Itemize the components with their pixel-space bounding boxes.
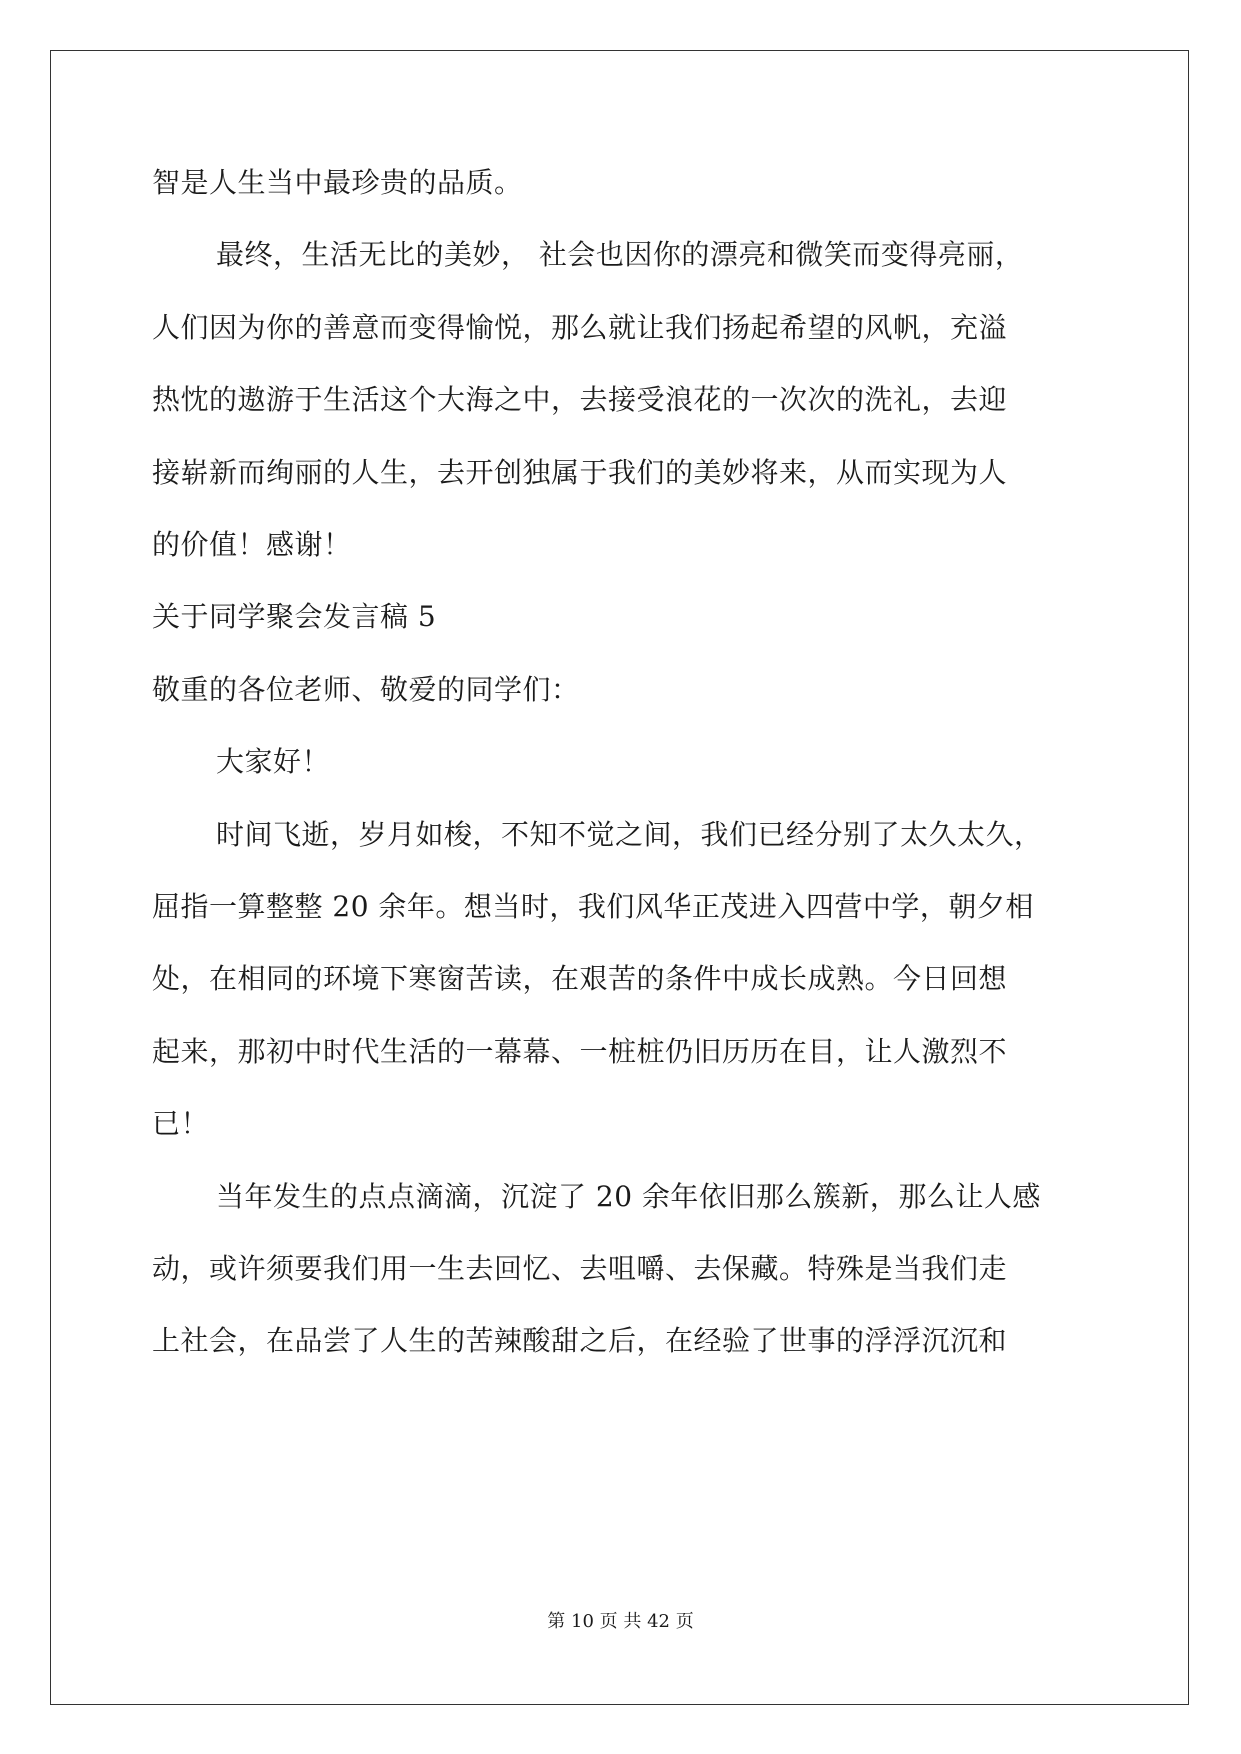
section-heading: 关于同学聚会发言稿 5: [152, 600, 437, 633]
text-line: 屈指一算整整 20 余年。想当时，我们风华正茂进入四营中学，朝夕相: [152, 890, 1034, 923]
salutation: 敬重的各位老师、敬爱的同学们：: [152, 673, 580, 706]
text-line: 当年发生的点点滴滴，沉淀了 20 余年依旧那么簇新，那么让人感: [216, 1180, 1041, 1213]
text-line: 最终，生活无比的美妙， 社会也因你的漂亮和微笑而变得亮丽，: [216, 238, 1024, 271]
page-border: [50, 50, 1189, 1705]
text-line: 接崭新而绚丽的人生，去开创独属于我们的美妙将来，从而实现为人: [152, 456, 1008, 489]
text-line: 起来，那初中时代生活的一幕幕、一桩桩仍旧历历在目，让人激烈不: [152, 1035, 1008, 1068]
text-line: 人们因为你的善意而变得愉悦，那么就让我们扬起希望的风帆，充溢: [152, 311, 1008, 344]
page-number-footer: 第 10 页 共 42 页: [547, 1611, 694, 1632]
text-line: 热忱的遨游于生活这个大海之中，去接受浪花的一次次的洗礼，去迎: [152, 383, 1008, 416]
text-line: 已！: [152, 1107, 210, 1140]
text-line: 处，在相同的环境下寒窗苦读，在艰苦的条件中成长成熟。今日回想: [152, 962, 1008, 995]
text-line: 上社会，在品尝了人生的苦辣酸甜之后，在经验了世事的浮浮沉沉和: [152, 1324, 1008, 1357]
greeting: 大家好！: [216, 745, 331, 778]
text-line: 智是人生当中最珍贵的品质。: [152, 166, 523, 199]
text-line: 动，或许须要我们用一生去回忆、去咀嚼、去保藏。特殊是当我们走: [152, 1252, 1008, 1285]
text-line: 的价值！感谢！: [152, 528, 352, 561]
text-line: 时间飞逝，岁月如梭，不知不觉之间，我们已经分别了太久太久，: [216, 818, 1043, 851]
